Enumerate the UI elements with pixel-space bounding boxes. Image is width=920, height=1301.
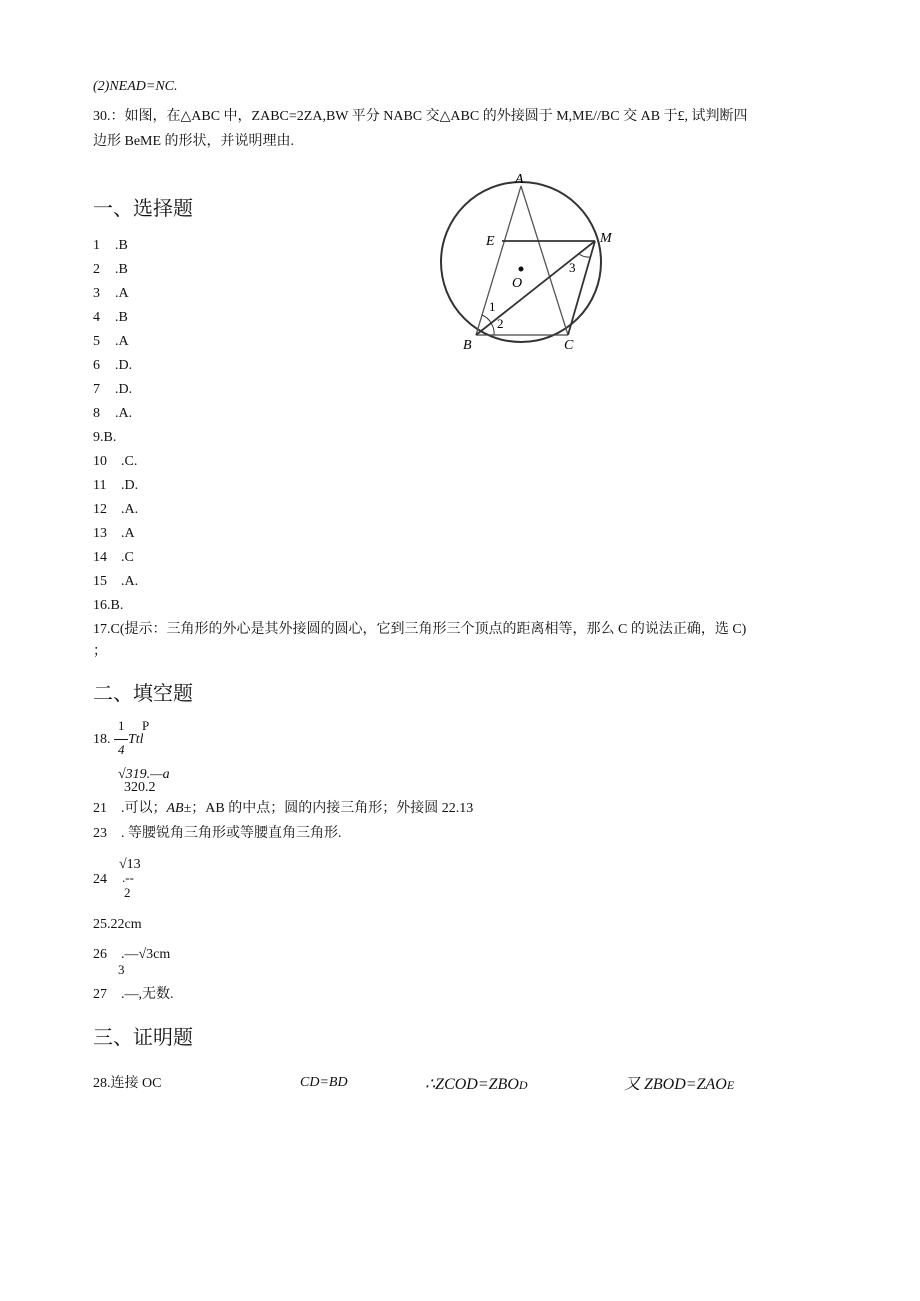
answer-num: 23 <box>93 826 107 841</box>
section-2-title: 二、填空题 <box>93 683 193 705</box>
answer-15 <box>93 574 138 590</box>
angle-2-arc <box>491 323 494 335</box>
label-angle-3: 3 <box>569 260 576 275</box>
answer-25: 25.22cm <box>93 917 142 932</box>
answer-4 <box>93 310 128 326</box>
answer-value: .A. <box>121 502 139 517</box>
answer-num: 4 <box>93 310 100 325</box>
section-1-title: 一、选择题 <box>93 198 193 220</box>
label-angle-1: 1 <box>489 299 496 314</box>
answer-26-bottom: 3 <box>118 962 125 977</box>
segment-ab <box>476 186 521 335</box>
answer-5 <box>93 334 129 350</box>
answer-26-text: .—√3cm <box>121 947 171 962</box>
answer-14 <box>93 550 134 566</box>
answer-28-a: 28.连接 OC <box>93 1076 162 1091</box>
angle-1-arc <box>482 315 491 323</box>
answer-7 <box>93 382 132 398</box>
answer-18-denominator: 4 <box>118 742 125 757</box>
label-c: C <box>564 338 574 353</box>
circle-geometry-figure <box>435 165 645 360</box>
answer-value: .D. <box>115 382 133 397</box>
answer-21-pre: .可以； <box>121 801 167 816</box>
answer-28-c-main: ∴ZCOD=ZBO <box>425 1076 519 1093</box>
answer-21-ital: AB± <box>166 801 192 816</box>
answer-value: .B <box>115 310 128 325</box>
answer-28-c-sub: D <box>518 1078 528 1092</box>
answer-28-b: CD=BD <box>300 1075 348 1090</box>
answer-num: 2 <box>93 262 100 277</box>
segment-ac <box>521 186 568 335</box>
answer-num: 26 <box>93 947 107 962</box>
answer-26 <box>93 947 170 964</box>
answer-value: .B <box>115 238 128 253</box>
answer-num: 3 <box>93 286 100 301</box>
answer-num: 13 <box>93 526 107 541</box>
answer-value: .D. <box>115 358 133 373</box>
answer-8 <box>93 406 132 422</box>
answer-num: 1 <box>93 238 100 253</box>
answer-17-line2: ； <box>93 644 107 659</box>
answer-28-d-sub: E <box>726 1078 735 1092</box>
answer-18-rest: Ttl <box>128 732 144 747</box>
answer-24-mid: .-- <box>122 870 134 885</box>
answer-3 <box>93 286 129 302</box>
answer-num: 9.B. <box>93 430 117 445</box>
answer-num: 12 <box>93 502 107 517</box>
answer-value: .A. <box>115 406 133 421</box>
answer-23-text: . 等腰锐角三角形或等腰直角三角形. <box>121 826 342 841</box>
answer-num: 6 <box>93 358 100 373</box>
answer-23 <box>93 826 342 843</box>
answer-num: 5 <box>93 334 100 349</box>
answer-19-top: √319.—a <box>118 767 170 782</box>
answer-6 <box>93 358 132 374</box>
q30-line1: 30.：如图，在△ABC 中，ZABC=2ZA,BW 平分 NABC 交△ABC 的外接圆于 M,ME//BC 交 AB 于£, 试判断四 <box>93 109 748 124</box>
answer-24-num: 24 <box>93 872 107 887</box>
answer-21-post: ；AB 的中点；圆的内接三角形；外接圆 22.13 <box>191 801 474 816</box>
answer-num: 15 <box>93 574 107 589</box>
answer-num: 7 <box>93 382 100 397</box>
answer-value: .A. <box>121 574 139 589</box>
answer-19-bottom: 320.2 <box>124 780 156 795</box>
answer-18-sup: P <box>142 718 150 733</box>
label-angle-2: 2 <box>497 316 504 331</box>
answer-24-bottom: 2 <box>124 885 131 900</box>
answer-10 <box>93 454 137 470</box>
segment-bm <box>476 241 595 335</box>
answer-value: .B <box>115 262 128 277</box>
answer-value: .C. <box>121 454 138 469</box>
q29-part2: (2)NEAD=NC. <box>93 79 178 94</box>
answer-value: .A <box>121 526 135 541</box>
answer-num: 11 <box>93 478 107 493</box>
answer-num: 16.B. <box>93 598 124 613</box>
answer-27-text: .—,无数. <box>121 987 174 1002</box>
circumcircle <box>441 182 601 342</box>
answer-16 <box>93 598 123 614</box>
q30-line2: 边形 BeME 的形状，并说明理由. <box>93 134 295 149</box>
answer-9 <box>93 430 116 446</box>
answer-value: .A <box>115 334 129 349</box>
answer-24-top: √13 <box>119 857 141 872</box>
answer-11 <box>93 478 138 494</box>
answer-18-numerator: 1 <box>118 718 125 733</box>
answer-28-d <box>624 1075 734 1094</box>
answer-28-d-main: 又 ZBOD=ZAO <box>624 1076 727 1093</box>
answer-value: .A <box>115 286 129 301</box>
answer-1 <box>93 238 128 254</box>
answer-num: 10 <box>93 454 107 469</box>
answer-2 <box>93 262 128 278</box>
answer-18-prefix: 18. <box>93 732 111 747</box>
answer-17-line1: 17.C(提示：三角形的外心是其外接圆的圆心，它到三角形三个顶点的距离相等，那么 C 的说法正确，选 C) <box>93 622 747 637</box>
label-m: M <box>600 231 612 246</box>
label-o: O <box>512 276 523 291</box>
label-b: B <box>463 338 472 353</box>
answer-27 <box>93 987 174 1004</box>
answer-value: .D. <box>121 478 139 493</box>
center-point <box>519 267 524 272</box>
fraction-bar <box>114 739 128 740</box>
answer-num: 14 <box>93 550 107 565</box>
answer-21 <box>93 801 473 818</box>
section-3-title: 三、证明题 <box>93 1027 193 1049</box>
answer-num: 27 <box>93 987 107 1002</box>
answer-num: 21 <box>93 801 107 816</box>
answer-13 <box>93 526 135 542</box>
label-a: A <box>515 172 524 187</box>
answer-value: .C <box>121 550 134 565</box>
angle-3-arc <box>579 254 590 257</box>
answer-28-c <box>425 1075 528 1094</box>
answer-num: 8 <box>93 406 100 421</box>
answer-12 <box>93 502 138 518</box>
label-e: E <box>486 234 495 249</box>
